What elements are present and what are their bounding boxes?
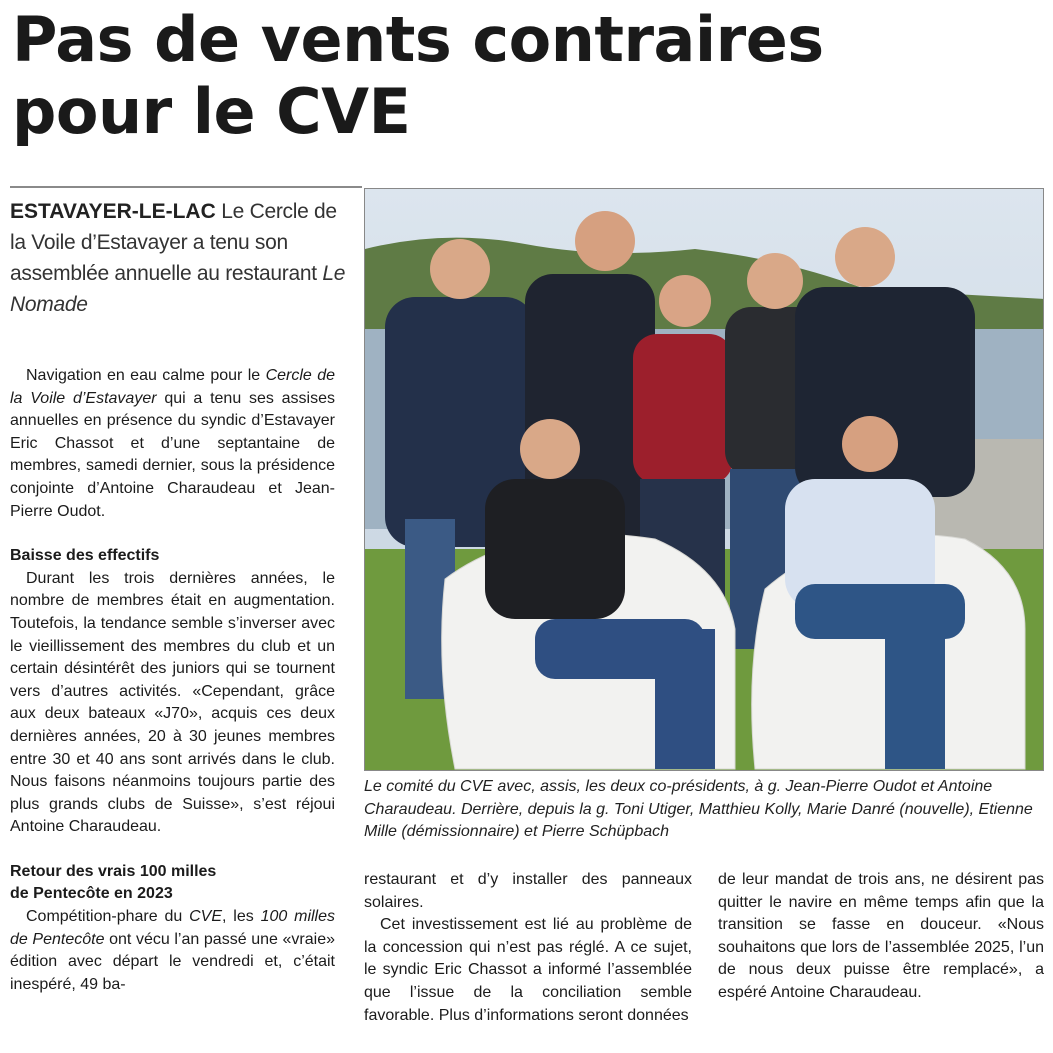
text-event: 100 milles de Pentecôte — [10, 908, 335, 948]
section-heading-100-milles — [10, 861, 335, 906]
intro-text-a: Navigation en eau calme pour le — [26, 367, 266, 384]
dateline-place: ESTAVAYER-LE-LAC — [10, 200, 216, 223]
committee-photo — [364, 188, 1044, 771]
headline-line-2: pour le CVE — [12, 75, 411, 148]
section-paragraph-effectifs: Durant les trois dernières années, le nombre de membres était en augmentation. Toutefois, la tendance semble s’inverser avec le vieillissement des membres du club et un certain désintérêt des juniors qui se tournent vers d’autres activités. «Cependant, grâce aux deux bateaux «J70», acquis ces deux dernières années, 20 à 30 jeunes membres entre 30 et 40 ans sont arrivés dans le club. Nous faisons néanmoins toujours partie des plus grands clubs de Suisse», s’est réjoui Antoine Charaudeau. — [10, 569, 335, 836]
intro-club-name: Cercle de la Voile d’Estavayer — [10, 367, 335, 407]
headline — [12, 4, 1042, 148]
column-3 — [718, 869, 1044, 1005]
column-2 — [364, 869, 692, 1027]
lead-restaurant-name: Le Nomade — [10, 262, 346, 316]
photo-caption: Le comité du CVE avec, assis, les deux co-présidents, à g. Jean-Pierre Oudot et Antoine Charaudeau. Derrière, depuis la g. Toni Utiger, Matthieu Kolly, Marie Danré (nouvelle), Etienne Mille (démissionnaire) et Pierre Schüpbach — [364, 778, 1033, 840]
headline-line-1: Pas de vents contraires — [12, 3, 824, 76]
column-1 — [10, 365, 335, 996]
section-paragraph-100-milles — [10, 906, 335, 996]
lead-paragraph — [10, 196, 350, 320]
lead-rule — [10, 186, 362, 188]
heading-line-1: Retour des vrais 100 milles — [10, 862, 217, 880]
intro-text-b: qui a tenu ses assises annuelles en présence du syndic d’Estavayer Eric Chassot et d’une septantaine de membres, samedi dernier, sous la présidence conjointe d’Antoine Charaudeau et Jean-Pierre Oudot. — [10, 389, 336, 520]
column-2-paragraph-1: restaurant et d’y installer des panneaux solaires. — [364, 871, 692, 911]
text-a: Compétition-phare du — [26, 908, 190, 926]
intro-paragraph — [10, 365, 335, 523]
heading-line-2: de Pentecôte en 2023 — [10, 885, 173, 903]
column-2-paragraph-2: Cet investissement est lié au problème de la concession qui n’est pas réglé. A ce sujet, le syndic Eric Chassot a informé l’assemblée que l’issue de la conciliation semble favorable. Plus d’informations seront données — [364, 916, 692, 1024]
photo-illustration — [365, 189, 1044, 771]
section-heading-effectifs: Baisse des effectifs — [10, 547, 160, 565]
text-cve: CVE — [189, 908, 222, 926]
lead-text: Le Cercle de la Voile d’Estavayer a tenu son assemblée annuelle au restaurant — [10, 200, 337, 285]
column-3-paragraph-1: de leur mandat de trois ans, ne désirent pas quitter le navire en même temps afin que la transition se fasse en douceur. «Nous souhaitons que lors de l’assemblée 2025, l’un de nous deux puisse être remplacé», a espéré Antoine Charaudeau. — [718, 871, 1044, 1001]
text-c: ont vécu l’an passé une «vraie» édition avec départ le vendredi et, c’était inespéré, 49 ba- — [10, 930, 336, 993]
text-b: , les — [222, 908, 261, 926]
